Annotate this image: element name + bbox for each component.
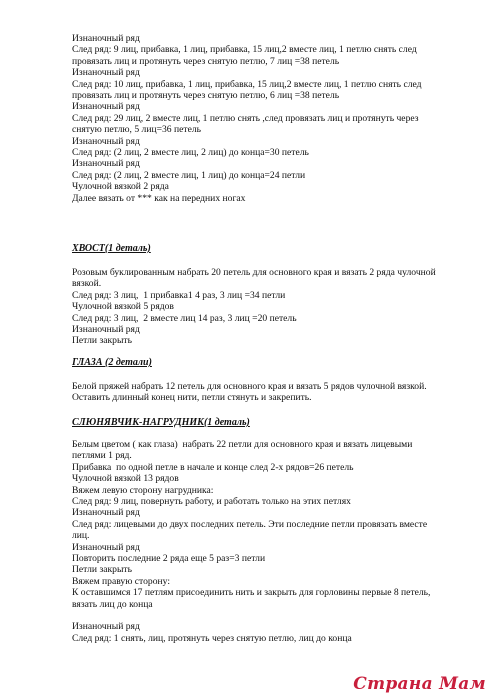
text-line: Чулочной вязкой 5 рядов <box>72 301 174 313</box>
text-line: След ряд: (2 лиц, 2 вместе лиц, 2 лиц) до конца=30 петель <box>72 147 309 159</box>
eyes-heading: ГЛАЗА (2 детали) <box>72 357 152 368</box>
text-line: Далее вязать от *** как на передних ногах <box>72 192 246 204</box>
eyes-text <box>72 381 470 404</box>
site-watermark: Страна Мам <box>353 674 486 694</box>
text-line: Оставить длинный конец нити, петли стянуть и закрепить. <box>72 392 312 404</box>
text-line: Изнаночный ряд <box>72 67 140 79</box>
bib-text <box>72 439 470 644</box>
text-line: След ряд: лицевыми до двух последних петель. Эти последние петли провязать вместе <box>72 518 428 530</box>
section-1-text <box>72 33 470 204</box>
text-line: Изнаночный ряд <box>72 158 140 170</box>
text-line: Прибавка по одной петле в начале и конце след 2-х рядов=26 петель <box>72 461 354 473</box>
text-line: Чулочной вязкой 13 рядов <box>72 473 179 485</box>
text-line: След ряд: 3 лиц, 2 вместе лиц 14 раз, 3 лиц =20 петель <box>72 312 297 324</box>
text-line: К оставшимся 17 петлям присоединить нить и закрыть для горловины первые 8 петель, <box>72 587 431 599</box>
text-line: Чулочной вязкой 2 ряда <box>72 181 169 193</box>
text-line: Петли закрыть <box>72 335 132 347</box>
text-line: След ряд: 9 лиц, прибавка, 1 лиц, прибавка, 15 лиц,2 вместе лиц, 1 петлю снять след <box>72 44 417 56</box>
text-line: След ряд: 1 снять, лиц, протянуть через снятую петлю, лиц до конца <box>72 632 352 644</box>
tail-text <box>72 267 470 347</box>
text-line: снятую петлю, 5 лиц=36 петель <box>72 124 201 136</box>
text-line: вязать лиц до конца <box>72 598 153 610</box>
text-line: След ряд: (2 лиц, 2 вместе лиц, 1 лиц) до конца=24 петли <box>72 169 306 181</box>
text-line: Изнаночный ряд <box>72 101 140 113</box>
bib-heading: СЛЮНЯВЧИК-НАГРУДНИК(1 деталь) <box>72 417 250 428</box>
text-line: Белой пряжей набрать 12 петель для основного края и вязать 5 рядов чулочной вязкой. <box>72 381 427 392</box>
text-line: Изнаночный ряд <box>72 33 140 44</box>
tail-heading: ХВОСТ(1 деталь) <box>72 243 151 254</box>
text-line: Изнаночный ряд <box>72 541 140 553</box>
text-line: Розовым буклированным набрать 20 петель для основного края и вязать 2 ряда чулочной <box>72 267 436 278</box>
text-line: Изнаночный ряд <box>72 135 140 147</box>
text-line: вязкой. <box>72 278 102 290</box>
text-line: провязать лиц и протянуть через снятую петлю, 6 лиц =38 петель <box>72 90 340 102</box>
text-line: След ряд: 10 лиц, прибавка, 1 лиц, прибавка, 15 лиц,2 вместе лиц, 1 петлю снять след <box>72 78 422 90</box>
text-line: Белым цветом ( как глаза) набрать 22 петли для основного края и вязать лицевыми <box>72 439 413 450</box>
text-line: лиц. <box>72 530 90 542</box>
text-line: Повторить последние 2 ряда еще 5 раз=3 петли <box>72 553 266 565</box>
text-line: Изнаночный ряд <box>72 507 140 519</box>
text-line: След ряд: 29 лиц, 2 вместе лиц, 1 петлю снять ,след провязать лиц и протянуть через <box>72 112 419 124</box>
text-line: провязать лиц и протянуть через снятую петлю, 7 лиц =38 петель <box>72 55 340 67</box>
text-line: След ряд: 9 лиц, повернуть работу, и работать только на этих петлях <box>72 496 351 508</box>
text-line <box>72 610 470 621</box>
text-line: Вяжем правую сторону: <box>72 575 170 587</box>
text-line: Петли закрыть <box>72 564 132 576</box>
text-line: След ряд: 3 лиц, 1 прибавка1 4 раз, 3 лиц =34 петли <box>72 289 286 301</box>
text-line: Вяжем левую сторону нагрудника: <box>72 484 214 496</box>
text-line: петлями 1 ряд. <box>72 450 132 462</box>
text-line: Изнаночный ряд <box>72 324 140 336</box>
text-line: Изнаночный ряд <box>72 621 140 633</box>
